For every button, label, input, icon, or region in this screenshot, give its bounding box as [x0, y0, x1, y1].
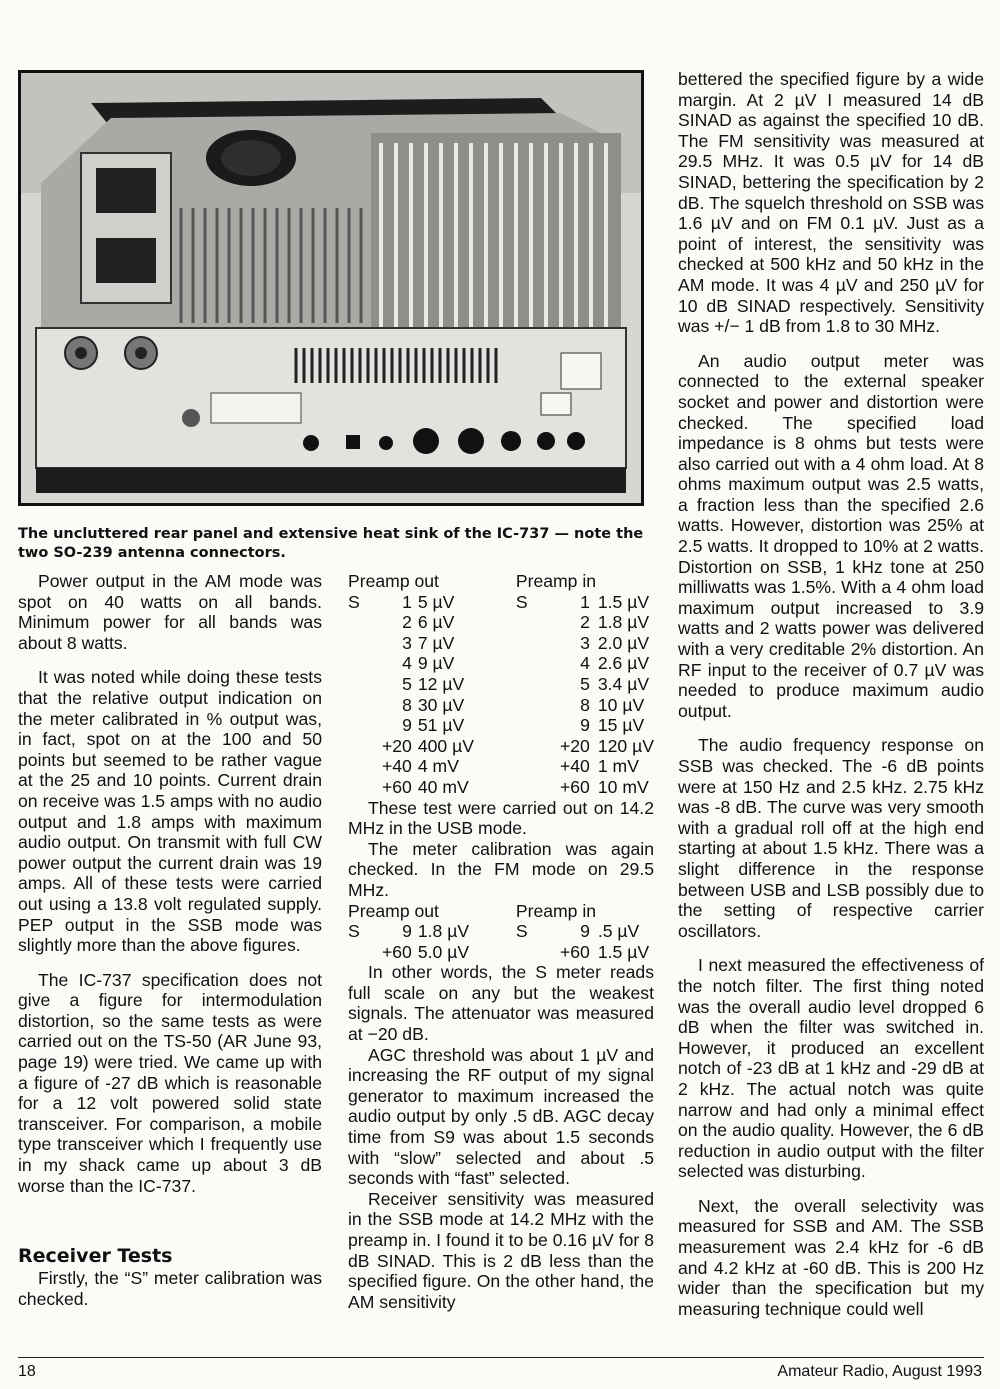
paragraph: Next, the overall selectivity was measured for SSB and AM. The SSB measurement was 2.4 kHz for -6 dB and 4.2 kHz at -60 dB. This is 200 Hz wider than the specification but my measuring technique could well	[678, 1195, 984, 1319]
column-1	[18, 571, 322, 1309]
figure-caption: The uncluttered rear panel and extensive heat sink of the IC-737 — note the two SO-239 antenna connectors.	[18, 526, 644, 561]
paragraph: bettered the specified figure by a wide margin. At 2 µV I measured 14 dB SINAD as against the specified 10 dB. The FM sensitivity was measured at 29.5 MHz. It was 0.5 µV for 14 dB SINAD, bettering the specification by 2 dB. The squelch threshold on SSB was 1.6 µV and on FM 0.1 µV. Just as a point of interest, the sensitivity was checked at 500 kHz and 50 kHz in the AM mode. It was 4 µV and 250 µV for 10 dB SINAD respectively. Sensitivity was +/− 1 dB from 1.8 to 30 MHz.	[678, 69, 984, 337]
paragraph: In other words, the S meter reads full scale on any but the weakest signals. The attenuator was measured at −20 dB.	[348, 962, 654, 1045]
table-head-out: Preamp out	[348, 571, 439, 591]
page-number: 18	[18, 1363, 36, 1380]
table-row: +40 4 mV +40 1 mV	[382, 756, 639, 777]
paragraph: Power output in the AM mode was spot on 40 watts on all bands. Minimum power for all bands was about 8 watts.	[18, 571, 322, 653]
paragraph: The IC-737 specification does not give a figure for intermodulation distortion, so the same tests as were carried out on the TS-50 (AR June 93, page 19) were tried. We came up with a figure of -27 dB which is reasonable for a 12 volt powered solid state transceiver. For comparison, a mobile type transceiver which I frequently use in my shack came up about 3 dB worse than the IC-737.	[18, 969, 322, 1196]
paragraph: An audio output meter was connected to the external speaker socket and power and distortion were checked. The specified load impedance is 8 ohms but tests were also carried out with a 4 ohm load. At 8 ohms maximum output was 2.5 watts, a fraction less than the specified 2.6 watts. However, distortion was 25% at 2.5 watts. It dropped to 10% at 2 watts. Distortion on SSB, 1 kHz tone at 250 milliwatts was 1.5%. With a 4 ohm load maximum output increased to 3.9 watts and 2 watts power was delivered with a very creditable 2% distortion. An RF input to the receiver of 0.7 µV was needed to produce maximum audio output.	[678, 350, 984, 721]
table-head-in: Preamp in	[515, 900, 597, 921]
table-row: 3 7 µV 3 2.0 µV	[402, 632, 650, 653]
transceiver-illustration	[21, 73, 641, 503]
table-head-out: Preamp out	[348, 900, 439, 921]
column-3	[678, 69, 984, 1319]
rear-panel-photo	[18, 70, 644, 506]
column-2	[348, 571, 654, 1312]
paragraph: These test were carried out on 14.2 MHz in the USB mode.	[348, 797, 654, 839]
table-row: 8 30 µV 8 10 µV	[402, 694, 645, 715]
table-row: S 1 5 µV S 1 1.5 µV	[348, 591, 650, 612]
table-row: +60 5.0 µV +60 1.5 µV	[382, 941, 650, 962]
paragraph: Receiver sensitivity was measured in the SSB mode at 14.2 MHz with the preamp in. I found it to be 0.16 µV for 8 dB SINAD. This is 2 dB less than the specified figure. On the other hand, the AM sensitivity	[348, 1188, 654, 1312]
table-row: 9 51 µV 9 15 µV	[402, 715, 645, 736]
paragraph: It was noted while doing these tests that the relative output indication on the meter calibrated in % output was, in fact, spot on at the 100 and 50 points but seemed to be rather vague at the 25 and 10 points. Current drain on receive was 1.5 amps with no audio output and 1.8 amps with maximum audio output. On transmit with full CW power output the current drain was 19 amps. All of these tests were carried out using a 13.8 volt regulated supply. PEP output in the SSB mode was slightly more than the above figures.	[18, 667, 322, 956]
s-meter-table-2	[348, 901, 649, 963]
s-meter-table-1	[348, 571, 654, 798]
paragraph: I next measured the effectiveness of the notch filter. The first thing noted was the overall audio level dropped 6 dB when the filter was switched in. However, it produced an excellent notch of -23 dB at 1 kHz and -29 dB at 2 kHz. The actual notch was quite narrow and had only a minimal effect on the audio quality. However, the 6 dB reduction in audio output with the filter selected was disturbing.	[678, 955, 984, 1182]
table-row: S 9 1.8 µV S 9 .5 µV	[348, 921, 640, 942]
table-row: 4 9 µV 4 2.6 µV	[402, 653, 650, 674]
table-head-in: Preamp in	[515, 571, 597, 591]
paragraph: The audio frequency response on SSB was checked. The -6 dB points were at 150 Hz and 2.5 kHz. 2.75 kHz was -8 dB. The curve was very smooth with a gradual roll off at the high end starting at about 1.5 kHz. There was a slight difference in the response between USB and LSB possibly due to the setting of respective carrier oscillators.	[678, 735, 984, 941]
table-row: 5 12 µV 5 3.4 µV	[402, 673, 650, 694]
footer-divider	[18, 1357, 984, 1358]
section-heading: Receiver Tests	[18, 1245, 173, 1268]
publication-footer: Amateur Radio, August 1993	[777, 1363, 982, 1380]
paragraph: Firstly, the “S” meter calibration was checked.	[18, 1268, 322, 1309]
table-row: +60 40 mV +60 10 mV	[382, 776, 649, 797]
table-row: +20 400 µV +20 120 µV	[382, 735, 654, 756]
table-row: 2 6 µV 2 1.8 µV	[402, 612, 650, 633]
paragraph: The meter calibration was again checked. In the FM mode on 29.5 MHz.	[348, 838, 654, 900]
paragraph: AGC threshold was about 1 µV and increasing the RF output of my signal generator to maximum increased the audio output by only .5 dB. AGC decay time from S9 was about 1.5 seconds with “slow” selected and about .5 seconds with “fast” selected.	[348, 1044, 654, 1189]
